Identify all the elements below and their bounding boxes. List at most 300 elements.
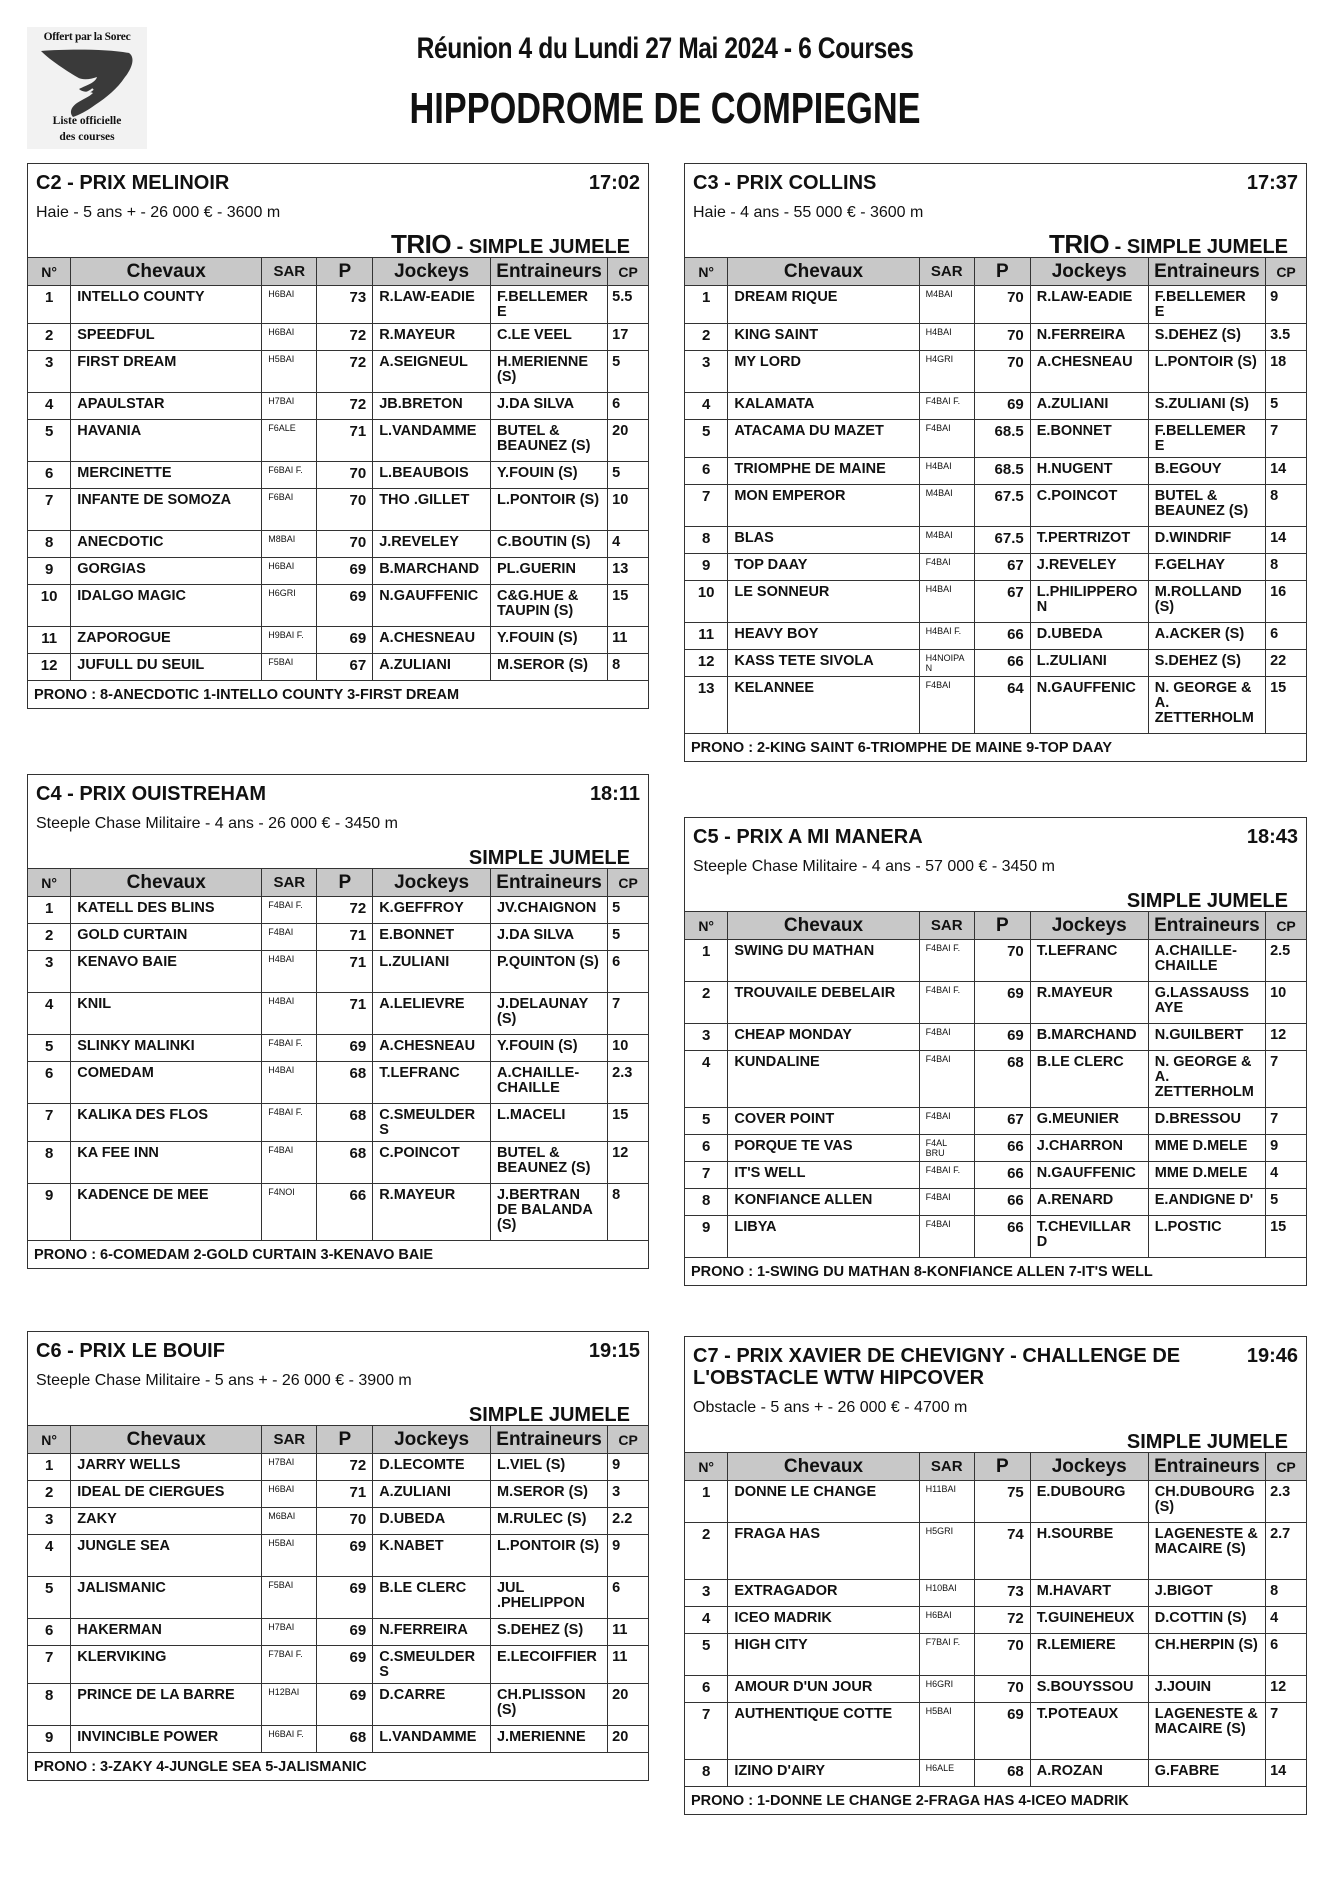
horse-name: JALISMANIC xyxy=(71,1577,262,1619)
sar-code: H4BAI xyxy=(919,581,974,623)
runner-number: 3 xyxy=(28,351,71,393)
weight: 68 xyxy=(974,1760,1030,1787)
runner-row xyxy=(28,286,648,324)
weight: 73 xyxy=(974,1580,1030,1607)
cote-probable: 2.5 xyxy=(1266,940,1306,982)
horse-name: COVER POINT xyxy=(728,1108,919,1135)
race-title: C3 - PRIX COLLINS xyxy=(693,172,877,194)
horse-name: FRAGA HAS xyxy=(728,1523,919,1580)
runners-table xyxy=(685,257,1306,734)
horse-name: IZINO D'AIRY xyxy=(728,1760,919,1787)
trainer-name: N. GEORGE & A. ZETTERHOLM xyxy=(1148,677,1265,734)
cote-probable: 8 xyxy=(608,1184,648,1241)
weight: 67 xyxy=(974,554,1030,581)
bet-simple-jumele: SIMPLE JUMELE xyxy=(1126,890,1288,912)
jockey-name: E.BONNET xyxy=(1030,420,1148,458)
weight: 69 xyxy=(317,1035,373,1062)
horse-name: EXTRAGADOR xyxy=(728,1580,919,1607)
cote-probable: 7 xyxy=(1266,1108,1306,1135)
weight: 69 xyxy=(974,1024,1030,1051)
runner-number: 8 xyxy=(685,527,728,554)
weight: 64 xyxy=(974,677,1030,734)
trainer-name: S.ZULIANI (S) xyxy=(1148,393,1265,420)
sar-code: H6BAI xyxy=(262,286,317,324)
trainer-name: L.PONTOIR (S) xyxy=(490,1535,607,1577)
trainer-name: F.BELLEMER E xyxy=(1148,286,1265,324)
col-header-jockeys: Jockeys xyxy=(373,1426,491,1454)
sar-code: H5GRI xyxy=(919,1523,974,1580)
cote-probable: 6 xyxy=(608,393,648,420)
horse-name: KONFIANCE ALLEN xyxy=(728,1189,919,1216)
race-conditions: Haie - 4 ans - 55 000 € - 3600 m xyxy=(693,204,924,221)
prono: PRONO : 8-ANECDOTIC 1-INTELLO COUNTY 3-FIRST DREAM xyxy=(34,687,460,703)
cote-probable: 4 xyxy=(1266,1607,1306,1634)
trainer-name: A.CHAILLE-CHAILLE xyxy=(1148,940,1265,982)
sar-code: H4BAI F. xyxy=(919,623,974,650)
trainer-name: S.DEHEZ (S) xyxy=(1148,650,1265,677)
horse-name: SLINKY MALINKI xyxy=(71,1035,262,1062)
jockey-name: A.ZULIANI xyxy=(1030,393,1148,420)
jockey-name: L.VANDAMME xyxy=(373,1726,491,1753)
jockey-name: E.BONNET xyxy=(373,924,491,951)
trainer-name: J.DA SILVA xyxy=(490,924,607,951)
cote-probable: 14 xyxy=(1266,458,1306,485)
bet-simple-jumele: SIMPLE JUMELE xyxy=(468,1404,630,1426)
col-header-sar: SAR xyxy=(919,258,974,286)
trainer-name: J.BERTRAN DE BALANDA (S) xyxy=(490,1184,607,1241)
trainer-name: MME D.MELE xyxy=(1148,1135,1265,1162)
cote-probable: 3.5 xyxy=(1266,324,1306,351)
sar-code: F4BAI xyxy=(919,420,974,458)
runners-table xyxy=(28,868,648,1241)
weight: 72 xyxy=(317,897,373,924)
trainer-name: BUTEL & BEAUNEZ (S) xyxy=(490,1142,607,1184)
runner-row xyxy=(28,1508,648,1535)
trainer-name: G.LASSAUSS AYE xyxy=(1148,982,1265,1024)
cote-probable: 6 xyxy=(608,951,648,993)
runner-row xyxy=(685,650,1306,677)
jockey-name: B.LE CLERC xyxy=(373,1577,491,1619)
trainer-name: LAGENESTE & MACAIRE (S) xyxy=(1148,1523,1265,1580)
runner-row xyxy=(685,420,1306,458)
horse-name: MERCINETTE xyxy=(71,462,262,489)
runner-row xyxy=(28,489,648,531)
col-header-chevaux: Chevaux xyxy=(71,258,262,286)
sar-code: F5BAI xyxy=(262,1577,317,1619)
runners-table xyxy=(28,1425,648,1753)
prono: PRONO : 1-DONNE LE CHANGE 2-FRAGA HAS 4-ICEO MADRIK xyxy=(691,1793,1129,1809)
jockey-name: R.MAYEUR xyxy=(373,324,491,351)
cote-probable: 15 xyxy=(608,1104,648,1142)
horse-name: ZAPOROGUE xyxy=(71,627,262,654)
trainer-name: E.LECOIFFIER xyxy=(490,1646,607,1684)
sar-code: F6BAI xyxy=(262,489,317,531)
runner-row xyxy=(685,677,1306,734)
trainer-name: S.DEHEZ (S) xyxy=(490,1619,607,1646)
runner-number: 5 xyxy=(28,1035,71,1062)
bet-types xyxy=(693,231,1298,257)
runner-row xyxy=(685,1108,1306,1135)
runner-row xyxy=(28,951,648,993)
horse-name: KATELL DES BLINS xyxy=(71,897,262,924)
weight: 69 xyxy=(317,1619,373,1646)
jockey-name: R.MAYEUR xyxy=(373,1184,491,1241)
runner-number: 1 xyxy=(685,286,728,324)
runner-number: 5 xyxy=(28,1577,71,1619)
horse-name: JUNGLE SEA xyxy=(71,1535,262,1577)
weight: 68 xyxy=(974,1051,1030,1108)
runner-number: 8 xyxy=(28,1142,71,1184)
runner-row xyxy=(28,993,648,1035)
sar-code: F4BAI xyxy=(262,1142,317,1184)
runner-number: 7 xyxy=(28,1646,71,1684)
runner-number: 2 xyxy=(28,324,71,351)
sar-code: H6BAI xyxy=(262,558,317,585)
weight: 70 xyxy=(974,351,1030,393)
cote-probable: 6 xyxy=(1266,623,1306,650)
prono: PRONO : 3-ZAKY 4-JUNGLE SEA 5-JALISMANIC xyxy=(34,1759,367,1775)
jockey-name: T.CHEVILLAR D xyxy=(1030,1216,1148,1258)
runner-number: 2 xyxy=(685,324,728,351)
trainer-name: JUL .PHELIPPON xyxy=(490,1577,607,1619)
jockey-name: A.ZULIANI xyxy=(373,654,491,681)
race-time: 19:15 xyxy=(588,1340,640,1362)
runner-row xyxy=(28,1481,648,1508)
runner-row xyxy=(685,1481,1306,1523)
runner-row xyxy=(28,1619,648,1646)
weight: 69 xyxy=(317,585,373,627)
horse-name: AMOUR D'UN JOUR xyxy=(728,1676,919,1703)
horse-name: BLAS xyxy=(728,527,919,554)
runner-number: 4 xyxy=(685,393,728,420)
jockey-name: B.MARCHAND xyxy=(373,558,491,585)
runner-row xyxy=(28,1726,648,1753)
sar-code: H4NOIPA N xyxy=(919,650,974,677)
sar-code: F4BAI F. xyxy=(919,1162,974,1189)
race-conditions: Steeple Chase Militaire - 4 ans - 57 000 € - 3450 m xyxy=(693,858,1055,875)
race-time: 18:11 xyxy=(589,783,640,805)
weight: 68.5 xyxy=(974,458,1030,485)
horse-name: GOLD CURTAIN xyxy=(71,924,262,951)
cote-probable: 20 xyxy=(608,1726,648,1753)
runner-row xyxy=(685,351,1306,393)
horse-name: KNIL xyxy=(71,993,262,1035)
horse-name: DONNE LE CHANGE xyxy=(728,1481,919,1523)
cote-probable: 4 xyxy=(608,531,648,558)
sar-code: H6GRI xyxy=(919,1676,974,1703)
runner-number: 9 xyxy=(685,554,728,581)
race-time: 18:43 xyxy=(1246,826,1298,848)
logo-bottom-line2: des courses xyxy=(59,131,115,143)
weight: 71 xyxy=(317,951,373,993)
sar-code: M8BAI xyxy=(262,531,317,558)
cote-probable: 7 xyxy=(608,993,648,1035)
horse-name: LIBYA xyxy=(728,1216,919,1258)
jockey-name: L.VANDAMME xyxy=(373,420,491,462)
weight: 69 xyxy=(317,627,373,654)
cote-probable: 9 xyxy=(1266,1135,1306,1162)
runner-number: 1 xyxy=(685,940,728,982)
runner-row xyxy=(28,1454,648,1481)
jockey-name: C.POINCOT xyxy=(373,1142,491,1184)
runner-number: 5 xyxy=(685,1634,728,1676)
horse-name: IDALGO MAGIC xyxy=(71,585,262,627)
trainer-name: Y.FOUIN (S) xyxy=(490,462,607,489)
sar-code: H4BAI xyxy=(919,324,974,351)
runner-row xyxy=(685,286,1306,324)
col-header-chevaux: Chevaux xyxy=(728,912,919,940)
col-header-jockeys: Jockeys xyxy=(373,869,491,897)
runner-number: 8 xyxy=(685,1760,728,1787)
runner-row xyxy=(685,1216,1306,1258)
table-header-row xyxy=(685,912,1306,940)
cote-probable: 5 xyxy=(608,897,648,924)
trainer-name: J.MERIENNE xyxy=(490,1726,607,1753)
horse-name: JUFULL DU SEUIL xyxy=(71,654,262,681)
jockey-name: E.DUBOURG xyxy=(1030,1481,1148,1523)
cote-probable: 8 xyxy=(1266,1580,1306,1607)
horse-name: TROUVAILE DEBELAIR xyxy=(728,982,919,1024)
weight: 70 xyxy=(974,1676,1030,1703)
weight: 66 xyxy=(974,650,1030,677)
horse-name: PRINCE DE LA BARRE xyxy=(71,1684,262,1726)
cote-probable: 14 xyxy=(1266,527,1306,554)
cote-probable: 14 xyxy=(1266,1760,1306,1787)
runner-number: 8 xyxy=(28,1684,71,1726)
bet-types xyxy=(693,885,1298,911)
col-header-entraineurs: Entraineurs xyxy=(490,869,607,897)
weight: 69 xyxy=(317,1646,373,1684)
sar-code: H9BAI F. xyxy=(262,627,317,654)
trainer-name: G.FABRE xyxy=(1148,1760,1265,1787)
col-header-p: P xyxy=(317,869,373,897)
jockey-name: L.ZULIANI xyxy=(373,951,491,993)
runner-number: 12 xyxy=(28,654,71,681)
horse-name: KALAMATA xyxy=(728,393,919,420)
horse-name: APAULSTAR xyxy=(71,393,262,420)
horse-name: AUTHENTIQUE COTTE xyxy=(728,1703,919,1760)
trainer-name: J.BIGOT xyxy=(1148,1580,1265,1607)
horse-name: KUNDALINE xyxy=(728,1051,919,1108)
runner-row xyxy=(28,1104,648,1142)
col-header-jockeys: Jockeys xyxy=(1030,912,1148,940)
cote-probable: 5 xyxy=(1266,393,1306,420)
runner-row xyxy=(28,1184,648,1241)
horse-name: ATACAMA DU MAZET xyxy=(728,420,919,458)
cote-probable: 12 xyxy=(1266,1676,1306,1703)
trainer-name: PL.GUERIN xyxy=(490,558,607,585)
runner-number: 8 xyxy=(685,1189,728,1216)
runner-row xyxy=(685,1634,1306,1676)
horse-name: KENAVO BAIE xyxy=(71,951,262,993)
cote-probable: 8 xyxy=(1266,485,1306,527)
reunion-title: Réunion 4 du Lundi 27 Mai 2024 - 6 Courses xyxy=(416,32,914,65)
table-header-row xyxy=(28,258,648,286)
runners-table xyxy=(28,257,648,681)
runners-body xyxy=(28,286,648,681)
weight: 66 xyxy=(974,623,1030,650)
race-title: C2 - PRIX MELINOIR xyxy=(36,172,230,194)
runner-row xyxy=(685,982,1306,1024)
runner-number: 6 xyxy=(685,1676,728,1703)
horse-name: TOP DAAY xyxy=(728,554,919,581)
bet-simple-jumele: - SIMPLE JUMELE xyxy=(451,236,630,258)
weight: 70 xyxy=(317,462,373,489)
sar-code: F4BAI xyxy=(919,1108,974,1135)
trainer-name: J.JOUIN xyxy=(1148,1676,1265,1703)
cote-probable: 2.3 xyxy=(1266,1481,1306,1523)
col-header-p: P xyxy=(974,1453,1030,1481)
trainer-name: L.PONTOIR (S) xyxy=(1148,351,1265,393)
sar-code: F4BAI xyxy=(262,924,317,951)
trainer-name: M.RULEC (S) xyxy=(490,1508,607,1535)
weight: 68.5 xyxy=(974,420,1030,458)
runner-number: 6 xyxy=(28,1062,71,1104)
cote-probable: 10 xyxy=(608,1035,648,1062)
col-header-jockeys: Jockeys xyxy=(1030,1453,1148,1481)
logo-bottom-text xyxy=(27,113,147,145)
runner-row xyxy=(28,351,648,393)
runner-number: 7 xyxy=(28,1104,71,1142)
weight: 71 xyxy=(317,924,373,951)
weight: 69 xyxy=(974,982,1030,1024)
horse-name: HIGH CITY xyxy=(728,1634,919,1676)
runner-number: 11 xyxy=(685,623,728,650)
runners-body xyxy=(685,1481,1306,1787)
jockey-name: K.GEFFROY xyxy=(373,897,491,924)
weight: 71 xyxy=(317,993,373,1035)
race-conditions: Steeple Chase Militaire - 5 ans + - 26 000 € - 3900 m xyxy=(36,1372,412,1389)
runner-row xyxy=(28,627,648,654)
jockey-name: D.UBEDA xyxy=(373,1508,491,1535)
trainer-name: F.BELLEMER E xyxy=(1148,420,1265,458)
sar-code: H7BAI xyxy=(262,1619,317,1646)
trainer-name: M.SEROR (S) xyxy=(490,654,607,681)
runner-number: 9 xyxy=(28,1184,71,1241)
trainer-name: CH.HERPIN (S) xyxy=(1148,1634,1265,1676)
jockey-name: N.FERREIRA xyxy=(1030,324,1148,351)
weight: 70 xyxy=(974,940,1030,982)
col-header-chevaux: Chevaux xyxy=(728,258,919,286)
bet-trio: TRIO xyxy=(1048,229,1110,259)
bet-simple-jumele: - SIMPLE JUMELE xyxy=(1109,236,1288,258)
jockey-name: B.LE CLERC xyxy=(1030,1051,1148,1108)
trainer-name: CH.PLISSON (S) xyxy=(490,1684,607,1726)
horse-name: INVINCIBLE POWER xyxy=(71,1726,262,1753)
jockey-name: A.ROZAN xyxy=(1030,1760,1148,1787)
trainer-name: E.ANDIGNE D' xyxy=(1148,1189,1265,1216)
trainer-name: CH.DUBOURG (S) xyxy=(1148,1481,1265,1523)
runner-row xyxy=(685,1051,1306,1108)
weight: 69 xyxy=(317,558,373,585)
jockey-name: N.GAUFFENIC xyxy=(1030,1162,1148,1189)
bet-simple-jumele: SIMPLE JUMELE xyxy=(1126,1431,1288,1453)
jockey-name: A.CHESNEAU xyxy=(1030,351,1148,393)
race-title: C5 - PRIX A MI MANERA xyxy=(693,826,923,848)
weight: 68 xyxy=(317,1062,373,1104)
trainer-name: D.WINDRIF xyxy=(1148,527,1265,554)
race-conditions: Haie - 5 ans + - 26 000 € - 3600 m xyxy=(36,204,281,221)
race-card-c5 xyxy=(684,817,1307,1286)
prono: PRONO : 6-COMEDAM 2-GOLD CURTAIN 3-KENAVO BAIE xyxy=(34,1247,434,1263)
weight: 66 xyxy=(317,1184,373,1241)
trainer-name: L.PONTOIR (S) xyxy=(490,489,607,531)
jockey-name: A.CHESNEAU xyxy=(373,627,491,654)
runner-number: 3 xyxy=(685,1024,728,1051)
col-header-n: N° xyxy=(28,1426,71,1454)
race-time: 17:02 xyxy=(588,172,640,194)
table-header-row xyxy=(685,1453,1306,1481)
jockey-name: D.UBEDA xyxy=(1030,623,1148,650)
sar-code: H5BAI xyxy=(262,1535,317,1577)
runner-number: 7 xyxy=(685,1703,728,1760)
bet-types xyxy=(36,1399,640,1425)
weight: 66 xyxy=(974,1189,1030,1216)
runner-row xyxy=(685,940,1306,982)
runner-number: 1 xyxy=(28,286,71,324)
table-header-row xyxy=(28,1426,648,1454)
runner-number: 13 xyxy=(685,677,728,734)
jockey-name: T.LEFRANC xyxy=(373,1062,491,1104)
col-header-entraineurs: Entraineurs xyxy=(1148,1453,1265,1481)
cote-probable: 11 xyxy=(608,1646,648,1684)
sar-code: H6ALE xyxy=(919,1760,974,1787)
jockey-name: J.CHARRON xyxy=(1030,1135,1148,1162)
runner-number: 7 xyxy=(685,1162,728,1189)
col-header-sar: SAR xyxy=(262,258,317,286)
weight: 70 xyxy=(974,286,1030,324)
horse-name: IDEAL DE CIERGUES xyxy=(71,1481,262,1508)
sar-code: F4BAI F. xyxy=(919,982,974,1024)
jockey-name: L.ZULIANI xyxy=(1030,650,1148,677)
runner-row xyxy=(685,1580,1306,1607)
jockey-name: T.GUINEHEUX xyxy=(1030,1607,1148,1634)
runner-row xyxy=(28,462,648,489)
cote-probable: 5 xyxy=(608,924,648,951)
runner-row xyxy=(685,1523,1306,1580)
horse-name: SPEEDFUL xyxy=(71,324,262,351)
race-header xyxy=(685,164,1306,257)
cote-probable: 15 xyxy=(608,585,648,627)
weight: 67.5 xyxy=(974,485,1030,527)
cote-probable: 11 xyxy=(608,627,648,654)
runner-row xyxy=(28,1646,648,1684)
trainer-name: H.MERIENNE (S) xyxy=(490,351,607,393)
sar-code: F6BAI F. xyxy=(262,462,317,489)
sar-code: F4BAI xyxy=(919,554,974,581)
weight: 72 xyxy=(974,1607,1030,1634)
runner-row xyxy=(28,897,648,924)
sar-code: H11BAI xyxy=(919,1481,974,1523)
race-header xyxy=(28,164,648,257)
col-header-cp: CP xyxy=(608,1426,648,1454)
runner-row xyxy=(28,531,648,558)
race-title: C4 - PRIX OUISTREHAM xyxy=(36,783,267,805)
sar-code: H10BAI xyxy=(919,1580,974,1607)
sar-code: F4BAI F. xyxy=(919,940,974,982)
weight: 72 xyxy=(317,393,373,420)
jockey-name: C.SMEULDER S xyxy=(373,1646,491,1684)
runner-number: 3 xyxy=(685,351,728,393)
weight: 68 xyxy=(317,1104,373,1142)
weight: 67 xyxy=(974,1108,1030,1135)
col-header-n: N° xyxy=(28,869,71,897)
runner-number: 6 xyxy=(28,462,71,489)
jockey-name: R.LEMIERE xyxy=(1030,1634,1148,1676)
trainer-name: L.VIEL (S) xyxy=(490,1454,607,1481)
horse-name: HEAVY BOY xyxy=(728,623,919,650)
jockey-name: J.REVELEY xyxy=(1030,554,1148,581)
